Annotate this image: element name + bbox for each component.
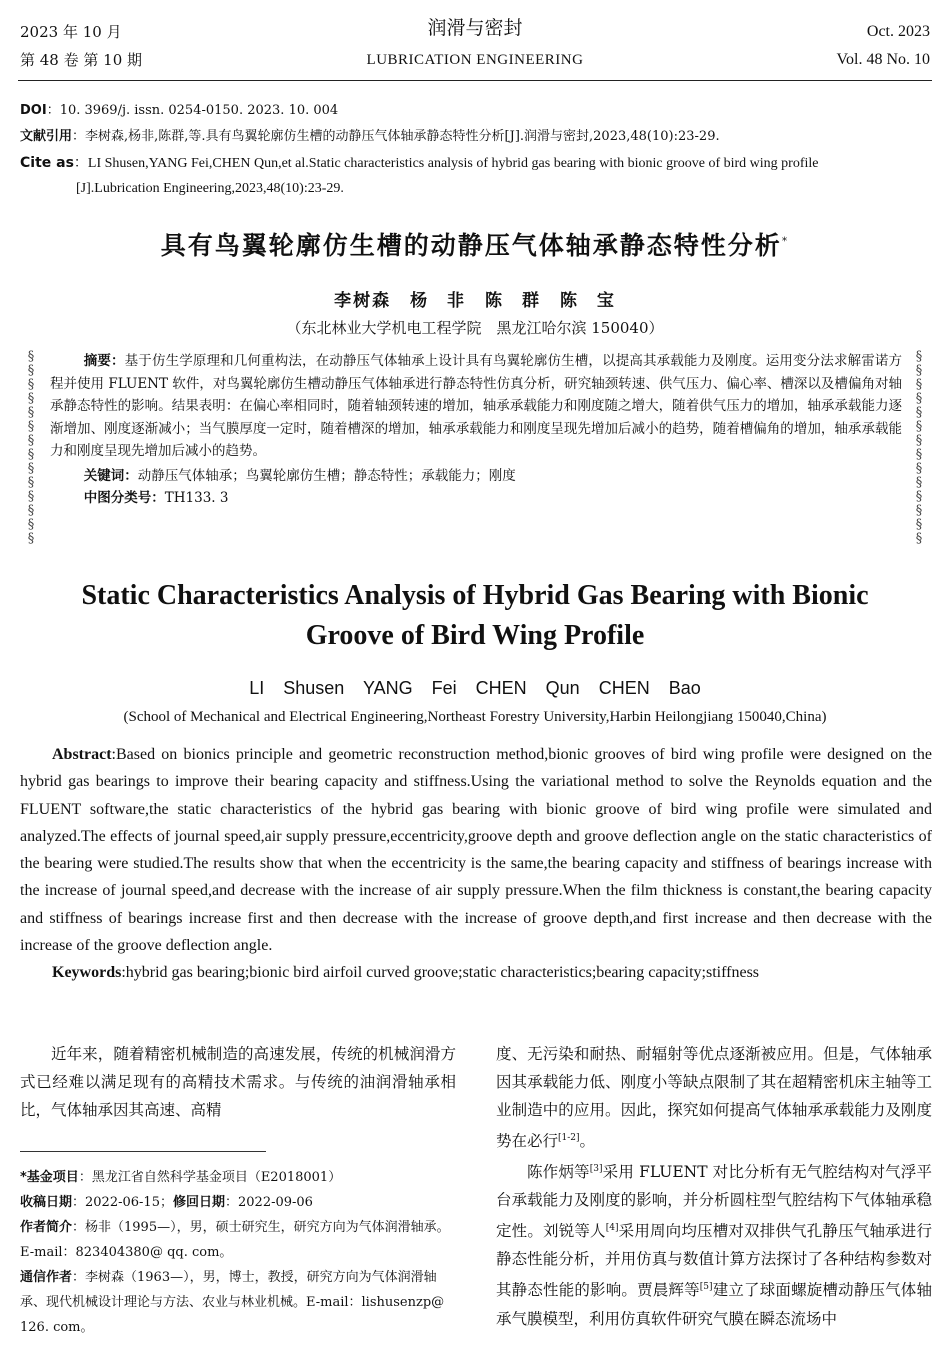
footnote-rule	[20, 1151, 266, 1152]
title-fund-mark: *	[781, 234, 790, 248]
corresponding-label: 通信作者	[20, 1270, 73, 1285]
abstract-cn	[50, 350, 902, 510]
keywords-en	[20, 959, 932, 986]
author-bio	[20, 1215, 460, 1265]
footnotes	[20, 1165, 460, 1340]
body-right-paragraph-1	[496, 1040, 932, 1155]
abstract-en-text: :Based on bionics principle and geometric reconstruction method,bionic grooves of bird wing profile were designed on the hybrid gas bearings to improve their bearing capacity and stiffness.Using the variational method to solve the Reynolds equation and the FLUENT software,the static characteristics of the hybrid gas bearing with bionic groove of bird wing profile were simulated and analyzed.The effects of journal speed,air supply pressure,eccentricity,groove depth and groove deflection angle on the static characteristics of the bearing were studied.The results show that when the eccentricity is the same,the bearing capacity and stiffness of bearings increase with the increase of journal speed,and decrease with the increase of air supply pressure.When the film thickness is constant,the bearing capacity and stiffness of bearings increase first and then decrease with the increase of groove depth,and first increase and then decrease with the increase of the groove deflection angle.	[20, 746, 932, 955]
doi-line	[20, 98, 932, 124]
header-date-cn: 2023 年 10 月	[20, 23, 122, 41]
doi-value[interactable]: ：10. 3969/j. issn. 0254-0150. 2023. 10. 004	[46, 103, 339, 118]
citation-ref-1-2[interactable]: [1-2]	[558, 1133, 580, 1143]
received-label: 收稿日期	[20, 1195, 73, 1210]
citation-ref-3[interactable]: [3]	[589, 1164, 603, 1175]
title-en	[40, 576, 910, 656]
fund-label: *基金项目	[20, 1170, 79, 1185]
cite-cn-label: 文献引用	[20, 129, 73, 144]
abstract-cn-label: 摘要：	[83, 353, 125, 369]
abstract-cn-body	[50, 350, 902, 463]
corresponding-author	[20, 1265, 460, 1340]
cite-en-line-2: [J].Lubrication Engineering,2023,48(10):23-29.	[76, 181, 344, 196]
header-rule	[18, 80, 932, 81]
keywords-en-label: Keywords	[52, 964, 122, 982]
body-right-p1-end: 。	[579, 1132, 596, 1151]
title-cn-text: 具有鸟翼轮廓仿生槽的动静压气体轴承静态特性分析	[160, 231, 782, 260]
body-left-paragraph-1: 近年来，随着精密机械制造的高速发展，传统的机械润滑方式已经难以满足现有的高精技术需求。与传统的油润滑轴承相比，气体轴承因其高速、高精	[20, 1045, 456, 1119]
body-right-p2-d: 建立了球面螺旋槽动静压气体轴承气膜模型，利用仿真软件研究气膜在瞬态流场中	[496, 1281, 932, 1328]
cite-en-value: ：LI Shusen,YANG Fei,CHEN Qun,et al.Static characteristics analysis of hybrid gas bearing with bionic groove of bird wing profile	[73, 156, 819, 171]
body-right-paragraph-2	[496, 1155, 932, 1332]
clc-line	[50, 487, 902, 510]
cite-en-label: Cite as	[20, 155, 74, 171]
author-bio-label: 作者简介	[20, 1220, 73, 1235]
header-volume-en: Vol. 48 No. 10	[836, 51, 930, 68]
authors-cn: 李树森 杨 非 陈 群 陈 宝	[334, 291, 616, 311]
keywords-cn	[50, 465, 902, 488]
title-cn	[0, 226, 950, 262]
title-en-line-1: Static Characteristics Analysis of Hybrid Gas Bearing with Bionic	[81, 580, 869, 611]
body-right-column	[496, 1040, 932, 1333]
keywords-cn-text: 动静压气体轴承；鸟翼轮廓仿生槽；静态特性；承载能力；刚度	[137, 467, 516, 484]
keywords-en-text: :hybrid gas bearing;bionic bird airfoil curved groove;static characteristics;bearing capacity;stiffness	[121, 964, 760, 982]
body-left-column	[20, 1040, 456, 1124]
left-scroll-border: § § § § § § § § § § § § § §	[27, 350, 35, 546]
dates-line	[20, 1190, 460, 1215]
body-right-p2-b: 采用 FLUENT 对比分析有无气腔结构对气浮平台承载能力及刚度的影响，并分析圆柱型气腔结构下气体轴承稳定性。刘锐等人	[496, 1163, 932, 1241]
cite-cn-value: ：李树森,杨非,陈群,等.具有鸟翼轮廓仿生槽的动静压气体轴承静态特性分析[J].润滑与密封,2023,48(10):23-29.	[72, 129, 720, 144]
affiliation-cn: （东北林业大学机电工程学院 黑龙江哈尔滨 150040）	[286, 319, 664, 337]
cite-cn-line	[20, 124, 932, 150]
citation-ref-5[interactable]: [5]	[699, 1282, 713, 1293]
revised-label: 修回日期	[172, 1195, 225, 1210]
header-volume-cn: 第 48 卷 第 10 期	[20, 51, 143, 69]
journal-name-cn: 润滑与密封	[427, 17, 523, 39]
clc-value: TH133. 3	[164, 490, 229, 506]
body-right-p2-c: 采用周向均压槽对双排供气孔静压气轴承进行静态性能分析，并用仿真与数值计算方法探讨了各种结构参数对其静态性能的影响。贾晨辉等	[496, 1222, 932, 1300]
corresponding-text: ：李树森（1963—），男，博士，教授，研究方向为气体润滑轴承、现代机械设计理论与方法、农业与林业机械。E-mail：lishusenzp@ 126. com。	[20, 1270, 445, 1335]
abstract-en-body	[20, 741, 932, 959]
body-right-p2-a: 陈作炳等	[527, 1163, 590, 1182]
cite-en-line	[20, 150, 932, 177]
right-scroll-border: § § § § § § § § § § § § § §	[915, 350, 923, 546]
clc-label: 中图分类号：	[83, 490, 165, 506]
received-value: ：2022-06-15；	[72, 1195, 173, 1210]
fund-line	[20, 1165, 460, 1190]
journal-name-en: LUBRICATION ENGINEERING	[366, 52, 584, 68]
abstract-cn-text: 基于仿生学原理和几何重构法，在动静压气体轴承上设计具有鸟翼轮廓仿生槽，以提高其承载能力及刚度。运用变分法求解雷诺方程并使用 FLUENT 软件，对鸟翼轮廓仿生槽动静压气体轴承进行静态特性仿真分析，研究轴颈转速、供气压力、偏心率、槽深以及槽偏角对轴承静态特性的影响。结果表明：在偏心率相同时，随着轴颈转速的增加，轴承承载能力和刚度随之增大，随着供气压力的增加，轴承承载能力逐渐增加、刚度逐渐减小；当气膜厚度一定时，随着槽深的增加，轴承承载能力和刚度呈现先增加后减小的趋势，随着槽偏角的增加，轴承承载能力和刚度呈现先增加后减小的趋势。	[50, 353, 903, 459]
authors-en: LI Shusen YANG Fei CHEN Qun CHEN Bao	[249, 678, 701, 698]
fund-value: ：黑龙江省自然科学基金项目（E2018001）	[78, 1170, 342, 1185]
keywords-cn-label: 关键词：	[83, 467, 138, 484]
abstract-en-label: Abstract	[52, 746, 112, 763]
body-right-p1-text: 度、无污染和耐热、耐辐射等优点逐渐被应用。但是，气体轴承因其承载能力低、刚度小等缺点限制了其在超精密机床主轴等工业制造中的应用。因此，探究如何提高气体轴承承载能力及刚度势在必行	[496, 1045, 932, 1151]
title-en-line-2: Groove of Bird Wing Profile	[305, 620, 645, 651]
citation-ref-4[interactable]: [4]	[605, 1223, 619, 1234]
header-date-en: Oct. 2023	[866, 23, 930, 40]
doi-label: DOI	[20, 103, 47, 118]
abstract-en	[20, 741, 932, 987]
affiliation-en: (School of Mechanical and Electrical Engineering,Northeast Forestry University,Harbin Heilongjiang 150040,China)	[123, 709, 827, 725]
author-bio-text: ：杨非（1995—），男，硕士研究生，研究方向为气体润滑轴承。E-mail：823404380@ qq. com。	[20, 1220, 450, 1260]
revised-value: ：2022-09-06	[225, 1195, 313, 1210]
